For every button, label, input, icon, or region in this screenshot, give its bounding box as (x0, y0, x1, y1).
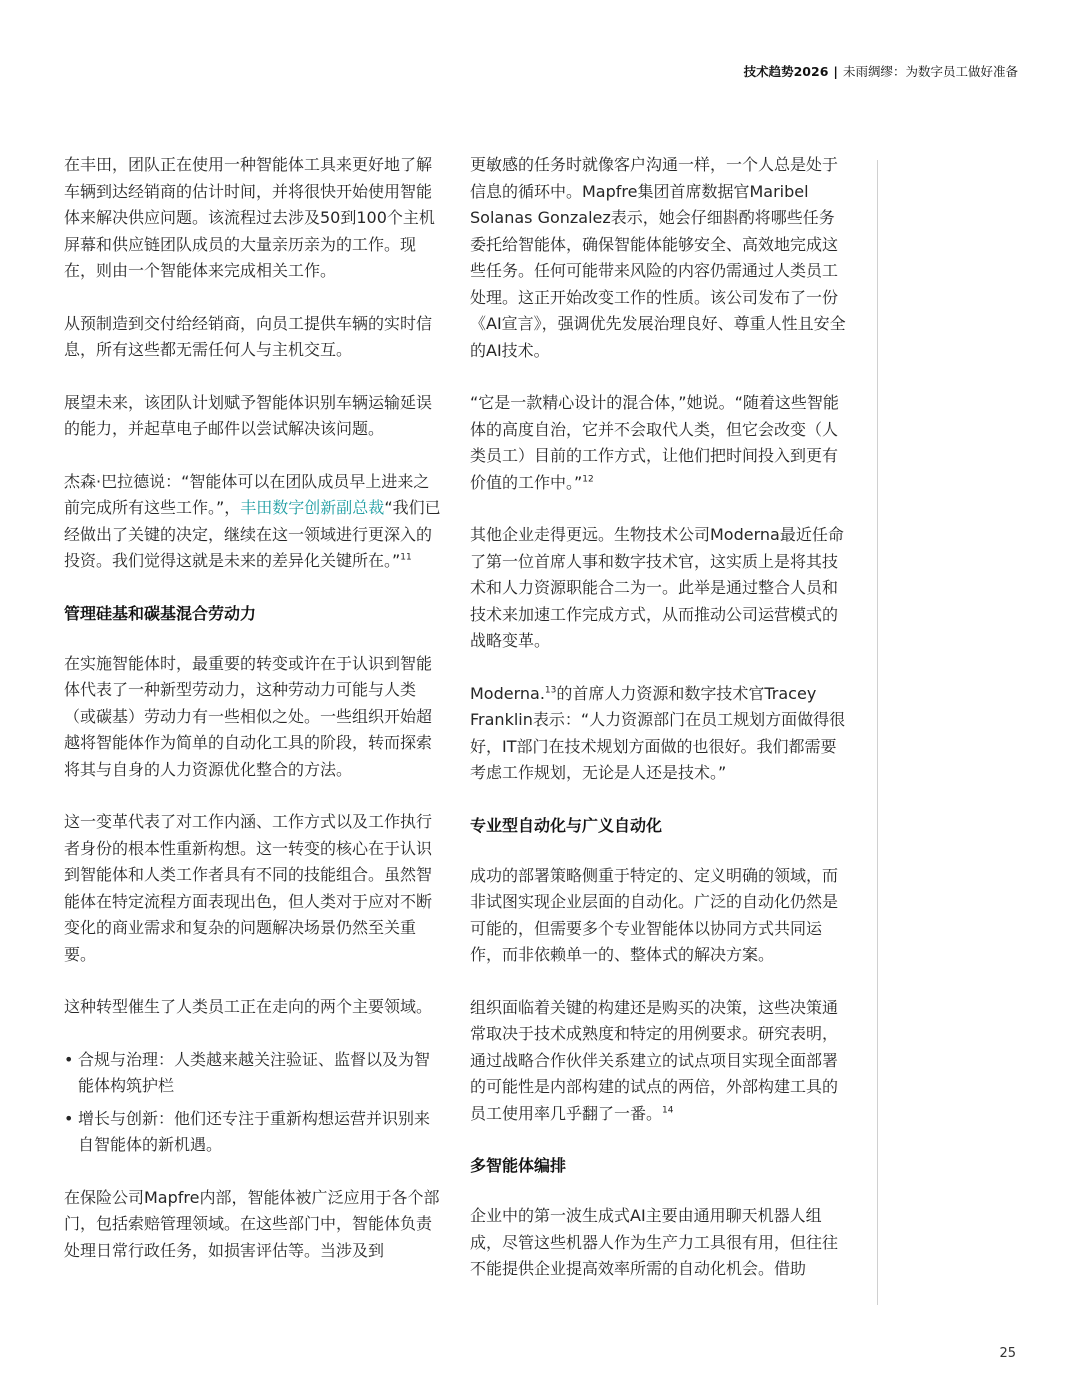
list-item (64, 1106, 442, 1159)
header-title: 技术趋势2026 (743, 64, 829, 79)
paragraph: 更敏感的任务时就像客户沟通一样，一个人总是处于信息的循环中。Mapfre集团首席数据官Maribel Solanas Gonzalez表示，她会仔细斟酌将哪些任务委托给智能体，确保智能体能够安全、高效地完成这些任务。任何可能带来风险的内容仍需通过人类员工处理。这正开始改变工作的性质。该公司发布了一份《AI宣言》，强调优先发展治理良好、尊重人性且安全的AI技术。 (470, 155, 846, 360)
bullet-icon: • (64, 1049, 74, 1069)
paragraph: 在保险公司Mapfre内部，智能体被广泛应用于各个部门，包括索赔管理领域。在这些部门中，智能体负责处理日常行政任务，如损害评估等。当涉及到 (64, 1187, 440, 1260)
paragraph: 这一变革代表了对工作内涵、工作方式以及工作执行者身份的根本性重新构想。这一转变的核心在于认识到智能体和人类工作者具有不同的技能组合。虽然智能体在特定流程方面表现出色，但人类对于应对不断变化的商业需求和复杂的问题解决场景仍然至关重要。 (64, 812, 433, 964)
list-item (64, 1047, 442, 1100)
paragraph: 企业中的第一波生成式AI主要由通用聊天机器人组成，尽管这些机器人作为生产力工具很有用，但往往不能提供企业提高效率所需的自动化机会。借助 (470, 1206, 839, 1278)
list-item-text: 合规与治理：人类越来越关注验证、监督以及为智能体构筑护栏 (78, 1049, 431, 1095)
title-link[interactable]: 丰田数字创新副总裁 (240, 498, 385, 517)
footnote-ref: 11 (400, 552, 412, 563)
left-column (64, 152, 442, 1290)
footnote-ref: 14 (662, 1105, 674, 1116)
paragraph-text: 的首席人力资源和数字技术官Tracey Franklin表示：“人力资源部门在员工规划方面做得很好，IT部门在技术规划方面做的也很好。我们都需要考虑工作规划，无论是人还是技术。” (470, 683, 846, 782)
quote-text: 杰森·巴拉德说：“智能体可以在团队成员早上进来之前完成所有这些工作。”， (64, 471, 430, 517)
section-heading: 多智能体编排 (470, 1156, 567, 1175)
paragraph: 这种转型催生了人类员工正在走向的两个主要领域。 (64, 997, 433, 1016)
paragraph: 其他企业走得更远。生物技术公司Moderna最近任命了第一位首席人事和数字技术官，这实质上是将其技术和人力资源职能合二为一。此举是通过整合人员和技术来加速工作完成方式，从而推动公司运营模式的战略变革。 (470, 525, 844, 650)
paragraph-quote (64, 469, 442, 575)
paragraph: 从预制造到交付给经销商，向员工提供车辆的实时信息，所有这些都无需任何人与主机交互。 (64, 313, 433, 359)
bullet-list (64, 1047, 442, 1159)
paragraph-text: 组织面临着关键的构建还是购买的决策，这些决策通常取决于技术成熟度和特定的用例要求。研究表明，通过战略合作伙伴关系建立的试点项目实现全面部署的可能性是内部构建的试点的两倍，外部构建工具的员工使用率几乎翻了一番。 (470, 997, 839, 1123)
section-heading: 专业型自动化与广义自动化 (470, 815, 663, 835)
bullet-icon: • (64, 1108, 74, 1128)
page-header (744, 62, 1018, 80)
paragraph: 在丰田，团队正在使用一种智能体工具来更好地了解车辆到达经销商的估计时间，并将很快开始使用智能体来解决供应问题。该流程过去涉及50到100个主机屏幕和供应链团队成员的大量亲历亲为的工作。现在，则由一个智能体来完成相关工作。 (64, 155, 435, 280)
header-subtitle: 未雨绸缪：为数字员工做好准备 (842, 64, 1018, 79)
page-number: 25 (999, 1346, 1016, 1361)
list-item-text: 增长与创新：他们还专注于重新构想运营并识别来自智能体的新机遇。 (78, 1108, 431, 1154)
paragraph-quote (470, 390, 850, 496)
quote-text: “它是一款精心设计的混合体，”她说。“随着这些智能体的高度自治，它并不会取代人类，但它会改变（人类员工）目前的工作方式，让他们把时间投入到更有价值的工作中。” (470, 393, 839, 492)
footnote-ref: 13 (544, 685, 557, 696)
paragraph: 成功的部署策略侧重于特定的、定义明确的领域，而非试图实现企业层面的自动化。广泛的自动化仍然是可能的，但需要多个专业智能体以协同方式共同运作，而非依赖单一的、整体式的解决方案。 (470, 865, 839, 964)
column-divider (877, 160, 878, 1305)
section-heading: 管理硅基和碳基混合劳动力 (64, 603, 257, 623)
paragraph (470, 995, 850, 1128)
header-separator: | (833, 64, 838, 79)
quote-text: “我们已经做出了关键的决定，继续在这一领域进行更深入的投资。我们觉得这就是未来的差异化关键所在。” (64, 498, 441, 570)
right-column (470, 152, 850, 1309)
paragraph (470, 681, 850, 787)
paragraph: 展望未来，该团队计划赋予智能体识别车辆运输延误的能力，并起草电子邮件以尝试解决该问题。 (64, 392, 433, 438)
paragraph: 在实施智能体时，最重要的转变或许在于认识到智能体代表了一种新型劳动力，这种劳动力可能与人类（或碳基）劳动力有一些相似之处。一些组织开始超越将智能体作为简单的自动化工具的阶段，转而探索将其与自身的人力资源优化整合的方法。 (64, 653, 433, 779)
paragraph-text: Moderna. (470, 683, 545, 703)
footnote-ref: 12 (582, 474, 594, 485)
